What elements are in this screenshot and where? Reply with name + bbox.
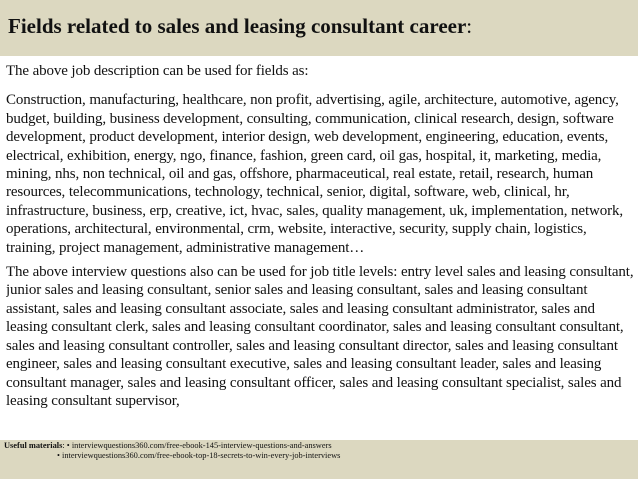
slide-body	[6, 62, 634, 440]
slide-title-line	[8, 13, 638, 39]
footer-bar	[0, 440, 638, 479]
slide-title-colon: :	[466, 14, 473, 38]
intro-text: The above job description can be used for fields as:	[6, 63, 309, 79]
title-bar	[0, 0, 638, 56]
footer-row-1	[4, 441, 638, 451]
slide-title: Fields related to sales and leasing consultant career	[8, 14, 467, 38]
fields-paragraph: Construction, manufacturing, healthcare, non profit, advertising, agile, architecture, automotive, agency, budget, building, business development, consulting, communication, clinical research, design, software development, product development, interior design, web development, engineering, education, events, electrical, exhibition, energy, ngo, finance, fashion, green card, oil gas, hospital, it, marketing, media, mining, nhs, non technical, oil and gas, offshore, pharmaceutical, real estate, retail, research, human resources, telecommunications, technology, technical, senior, digital, software, web, clinical, hr, infrastructure, business, erp, creative, ict, hvac, sales, quality management, uk, implementation, network, operations, architectural, environmental, crm, website, interactive, security, supply chain, logistics, training, project management, administrative management…	[6, 92, 623, 256]
footer-row-2	[4, 451, 638, 461]
job-levels-paragraph: The above interview questions also can be used for job title levels: entry level sales and leasing consultant, junior sales and leasing consultant, senior sales and leasing consultant, sales and leasing consultant assistant, sales and leasing consultant associate, sales and leasing consultant administrator, sales and leasing consultant clerk, sales and leasing consultant coordinator, sales and leasing consultant consultant, sales and leasing consultant controller, sales and leasing consultant director, sales and leasing consultant engineer, sales and leasing consultant executive, sales and leasing consultant leader, sales and leasing consultant manager, sales and leasing consultant officer, sales and leasing consultant specialist, sales and leasing consultant supervisor,	[6, 264, 634, 409]
footer-link-2[interactable]: • interviewquestions360.com/free-ebook-top-18-secrets-to-win-every-job-interviews	[57, 451, 341, 461]
footer-link-1[interactable]: : • interviewquestions360.com/free-ebook-145-interview-questions-and-answers	[62, 441, 332, 450]
footer-label: Useful materials	[4, 441, 63, 450]
